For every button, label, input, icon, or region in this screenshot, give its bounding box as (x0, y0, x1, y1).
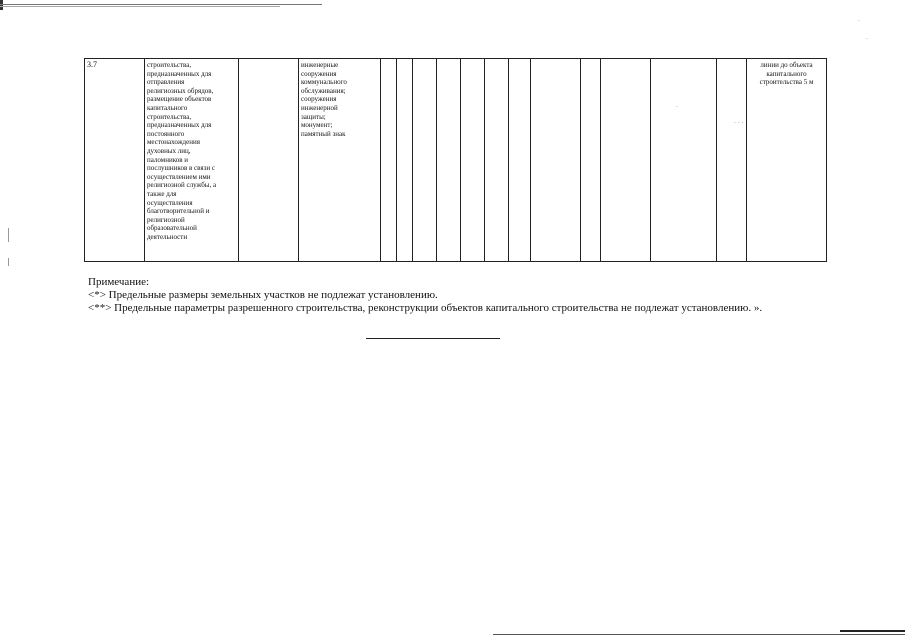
empty-cell (601, 59, 651, 262)
empty-cell (581, 59, 601, 262)
empty-cell (413, 59, 437, 262)
setback-cell (747, 59, 827, 262)
empty-cell (397, 59, 413, 262)
setback-text: линии до объекта капитального строительства 5 м (759, 61, 814, 87)
closing-line (366, 338, 500, 339)
notes-heading: Примечание: (88, 276, 150, 288)
scan-speck: · (858, 18, 860, 25)
row-number-cell: 3.7 (85, 59, 145, 262)
empty-cell (437, 59, 461, 262)
left-margin-mark (8, 228, 9, 242)
table-row (85, 59, 827, 262)
scan-edge-mark (0, 0, 3, 10)
empty-cell (531, 59, 581, 262)
aux-objects-cell (299, 59, 381, 262)
empty-cell (485, 59, 509, 262)
scan-speck: · (676, 104, 678, 111)
use-description-cell (145, 59, 239, 262)
empty-cell (461, 59, 485, 262)
empty-cell (717, 59, 747, 262)
empty-cell (239, 59, 299, 262)
land-use-table (84, 58, 827, 262)
bottom-border-line (493, 634, 905, 635)
top-border-line (0, 4, 322, 5)
aux-objects-text: инженерные сооружения коммунального обслуживания; сооружения инженерной защиты; монумент; памятный знак (301, 61, 347, 138)
scan-speck: · · · (734, 120, 744, 127)
note-1: <*> Предельные размеры земельных участков не подлежат установлению. (88, 289, 438, 301)
use-description-text: строительства, предназначенных для отправления религиозных обрядов, размещение объектов капитального строительства, предназначенных для постоянного местонахождения духовных лиц, паломников и послушников в связи с осуществлением ими религиозной службы, а также для осуществления благотворительной и религиозной образовательной деятельности (147, 61, 217, 241)
bottom-border-line-dark (840, 630, 905, 632)
scan-speck: · (866, 36, 868, 43)
note-2: <**> Предельные параметры разрешенного строительства, реконструкции объектов капитального строительства не подлежат установлению. ». (88, 302, 763, 314)
empty-cell (509, 59, 531, 262)
notes-section (88, 276, 784, 315)
empty-cell (651, 59, 717, 262)
left-margin-mark-2 (8, 258, 9, 266)
top-border-line-secondary (0, 6, 280, 7)
empty-cell (381, 59, 397, 262)
